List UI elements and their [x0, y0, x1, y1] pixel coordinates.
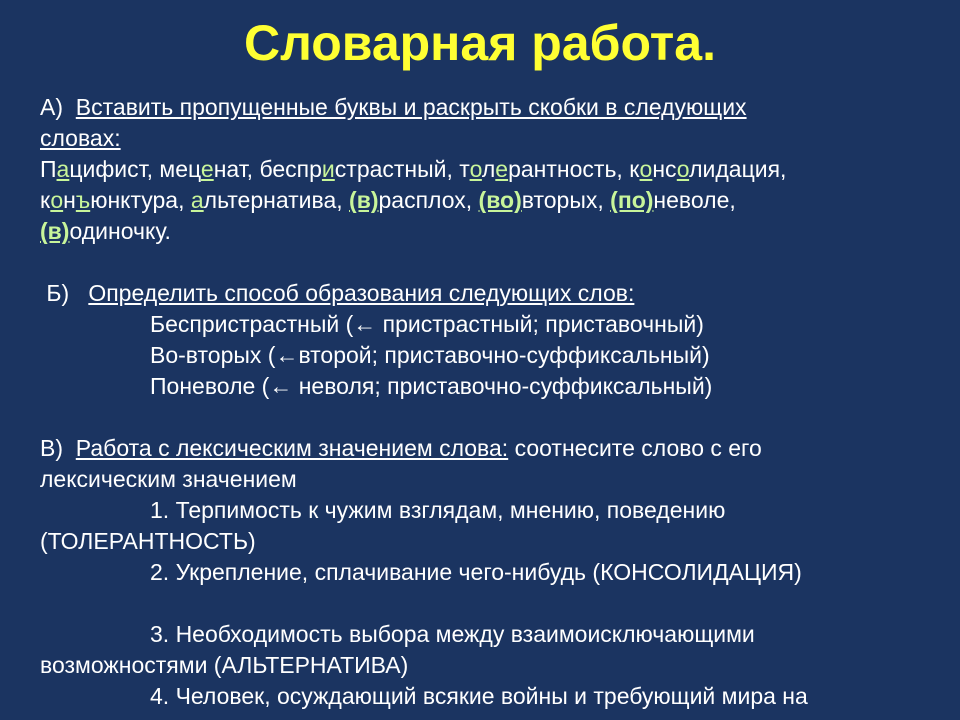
inserted-letter: (в) — [349, 187, 379, 213]
inserted-letter: о — [469, 156, 482, 182]
section-a-task-line-2 — [40, 123, 930, 154]
word-text: вторых, — [521, 187, 611, 213]
word-text: л — [481, 156, 496, 182]
word-text: нат, беспр — [213, 156, 322, 182]
section-v-item: 4. Человек, осуждающий всякие войны и требующий мира на — [150, 683, 808, 709]
word-text: лидация, — [689, 156, 787, 182]
word-text: расплох, — [378, 187, 479, 213]
words-line-3 — [40, 216, 930, 247]
section-v-task: Работа с лексическим значением слова: — [75, 435, 509, 461]
section-v-item: 1. Терпимость к чужим взглядам, мнению, поведению — [150, 497, 726, 523]
word-text: страстный, т — [334, 156, 470, 182]
section-v-task-line — [40, 433, 930, 464]
section-v-item: 3. Необходимость выбора между взаимоисключающими — [150, 621, 755, 647]
inserted-letter: о — [639, 156, 653, 182]
word-text: цифист, мец — [69, 156, 201, 182]
section-b-item: Беспристрастный (← пристрастный; приставочный) — [150, 311, 704, 337]
word-text: П — [40, 156, 57, 182]
inserted-letter: и — [321, 156, 335, 182]
section-b-task: Определить способ образования следующих слов: — [88, 280, 635, 306]
section-b-task-line — [40, 278, 930, 309]
words-line-1 — [40, 154, 930, 185]
inserted-letter: а — [190, 187, 204, 213]
section-v-label: В) — [40, 435, 76, 461]
section-v-task-line-2: лексическим значением — [40, 466, 297, 492]
section-b-label: Б) — [40, 280, 89, 306]
section-b-item: Поневоле (← неволя; приставочно-суффиксальный) — [150, 373, 713, 399]
section-a-task: Вставить пропущенные буквы и раскрыть скобки в следующих — [75, 94, 747, 120]
inserted-letter: (по) — [610, 187, 654, 213]
words-line-2 — [40, 185, 930, 216]
slide-body — [40, 92, 930, 712]
inserted-letter: е — [200, 156, 214, 182]
word-text: нс — [652, 156, 677, 182]
inserted-letter: (в) — [40, 218, 70, 244]
inserted-letter: о — [676, 156, 690, 182]
inserted-letter: е — [495, 156, 509, 182]
spacer — [40, 247, 930, 278]
spacer — [40, 588, 930, 619]
inserted-letter: (во) — [478, 187, 522, 213]
section-b-item: Во-вторых (←второй; приставочно-суффиксальный) — [150, 342, 710, 368]
word-text: одиночку. — [69, 218, 171, 244]
section-a-label: А) — [40, 94, 76, 120]
section-v-item-cont: возможностями (АЛЬТЕРНАТИВА) — [40, 652, 409, 678]
section-a-task-line — [40, 92, 930, 123]
word-text: н — [63, 187, 76, 213]
inserted-letter: а — [56, 156, 70, 182]
section-a-task-cont: словах: — [40, 125, 121, 151]
spacer — [40, 402, 930, 433]
section-v-item: 2. Укрепление, сплачивание чего-нибудь (КОНСОЛИДАЦИЯ) — [150, 559, 802, 585]
word-text: льтернатива, — [203, 187, 350, 213]
section-v-task-rest: соотнесите слово с его — [508, 435, 762, 461]
word-text: юнктура, — [90, 187, 191, 213]
inserted-letter: о — [50, 187, 64, 213]
section-v-item-cont: (ТОЛЕРАНТНОСТЬ) — [40, 528, 256, 554]
inserted-letter: ъ — [75, 187, 91, 213]
slide-title: Словарная работа. — [244, 15, 716, 71]
word-text: к — [40, 187, 51, 213]
word-text: рантность, к — [508, 156, 640, 182]
word-text: неволе, — [653, 187, 736, 213]
